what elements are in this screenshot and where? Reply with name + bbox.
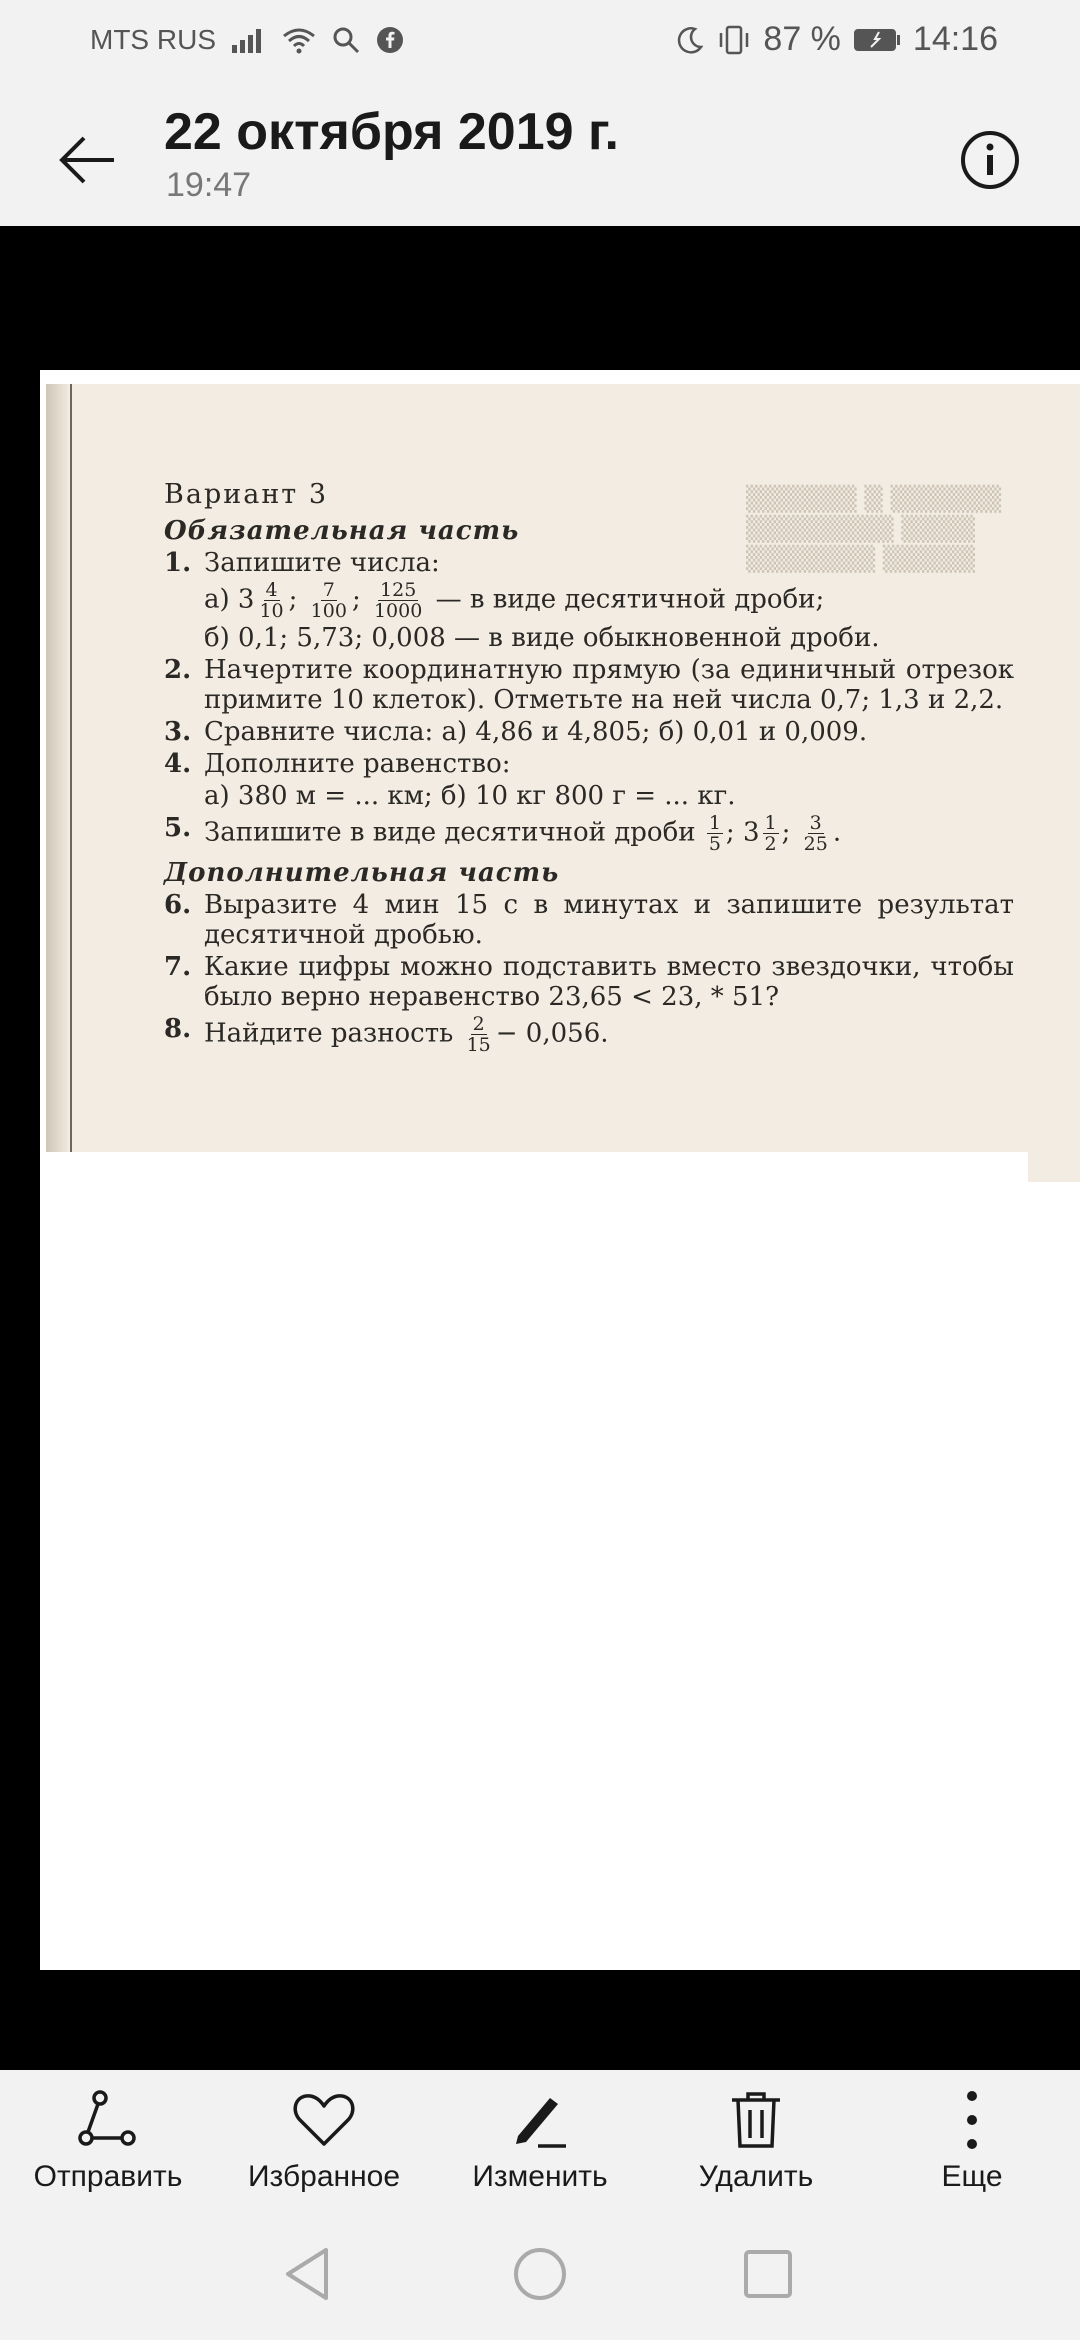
status-right (675, 20, 998, 59)
nav-back-button[interactable] (268, 2234, 348, 2314)
task-2: 2. Начертите координатную прямую (за единичный отрезок примите 10 клеток). Отметьте на ней числа 0,7; 1,3 и 2,2. (164, 655, 1014, 715)
back-button[interactable] (48, 120, 128, 200)
battery-percent: 87 % (763, 20, 841, 58)
task-4-sub: а) 380 м = ... км; б) 10 кг 800 г = ... кг. (204, 781, 736, 811)
battery-icon (853, 27, 901, 53)
mandatory-section-heading: Обязательная часть (164, 516, 520, 546)
task-3: 3. Сравните числа: а) 4,86 и 4,805; б) 0,01 и 0,009. (164, 717, 868, 747)
system-nav-bar (0, 2208, 1080, 2340)
bleed-through-text: ▒▒▒▒▒▒ ▒ ▒▒▒▒▒▒ ▒▒▒▒▒▒▒▒ ▒▒▒▒ ▒▒▒▒▒▒▒ ▒▒▒▒▒ (746, 485, 1002, 573)
delete-label: Удалить (698, 2160, 814, 2193)
more-button[interactable] (882, 2090, 1062, 2208)
fraction: $\frac{7}{100}$ (310, 579, 347, 622)
image-viewer[interactable] (0, 226, 1080, 2070)
nav-recents-button[interactable] (728, 2234, 808, 2314)
fraction: $\frac{3}{25}$ (803, 812, 828, 855)
photo-time: 19:47 (166, 166, 252, 204)
variant-heading: Вариант 3 (164, 479, 329, 510)
vibrate-icon (717, 25, 751, 55)
clock: 14:16 (912, 20, 998, 58)
favorite-button[interactable] (234, 2090, 414, 2208)
app-header (0, 84, 1080, 226)
trash-icon (724, 2090, 788, 2150)
moon-icon (675, 25, 705, 55)
heart-icon (292, 2090, 356, 2150)
edit-button[interactable] (450, 2090, 630, 2208)
task-6: 6. Выразите 4 мин 15 с в минутах и запишите результат десятичной дробью. (164, 890, 1014, 950)
task-7: 7. Какие цифры можно подставить вместо звездочки, чтобы было верно неравенство 23,65 < 23, * 51? (164, 952, 1014, 1012)
facebook-icon (376, 26, 404, 54)
edit-label: Изменить (472, 2160, 608, 2193)
wifi-icon (282, 26, 316, 54)
favorite-label: Избранное (247, 2160, 401, 2193)
bottom-toolbar (0, 2070, 1080, 2208)
circle-home-icon (512, 2246, 568, 2302)
photo (40, 370, 1080, 1970)
document-text (164, 480, 1014, 1057)
carrier-name: MTS RUS (90, 24, 216, 55)
share-button[interactable] (18, 2090, 198, 2208)
status-left (90, 24, 404, 56)
search-icon (332, 26, 360, 54)
fraction: $\frac{1}{2}$ (764, 812, 777, 855)
delete-button[interactable] (666, 2090, 846, 2208)
additional-section-heading: Дополнительная часть (164, 858, 560, 888)
info-icon (959, 129, 1021, 191)
pencil-icon (508, 2090, 572, 2150)
signal-icon (232, 27, 266, 53)
task-1b: б) 0,1; 5,73; 0,008 — в виде обыкновенной дроби. (204, 623, 880, 653)
more-label: Еще (941, 2160, 1003, 2193)
fraction: $\frac{4}{10}$ (259, 579, 284, 622)
fraction: $\frac{1}{5}$ (708, 812, 721, 855)
task-1a: а) 3 $\frac{4}{10}$ ; $\frac{7}{100}$ ; $\frac{125}{1000}$ — в виде десятичной дроби; (204, 579, 825, 622)
page-title: 22 октября 2019 г. (164, 103, 619, 161)
square-recents-icon (742, 2248, 794, 2300)
status-bar (0, 0, 1080, 84)
fraction: $\frac{2}{15}$ (466, 1013, 491, 1056)
blank-paper-area (40, 1152, 1028, 1970)
triangle-back-icon (282, 2246, 334, 2302)
task-8: 8. Найдите разность $\frac{2}{15}$ − 0,056. (164, 1013, 609, 1056)
share-label: Отправить (33, 2160, 183, 2193)
task-1: 1. Запишите числа: (164, 548, 440, 578)
fraction: $\frac{125}{1000}$ (373, 579, 423, 622)
textbook-page (46, 384, 1080, 1182)
nav-home-button[interactable] (500, 2234, 580, 2314)
more-vertical-icon (940, 2090, 1004, 2150)
arrow-left-icon (58, 134, 118, 186)
task-4: 4. Дополните равенство: (164, 749, 511, 779)
task-5: 5. Запишите в виде десятичной дроби $\frac{1}{5}$ ; 3 $\frac{1}{2}$ ; $\frac{3}{25}$ . (164, 812, 842, 855)
share-icon (76, 2090, 140, 2150)
info-button[interactable] (950, 120, 1030, 200)
